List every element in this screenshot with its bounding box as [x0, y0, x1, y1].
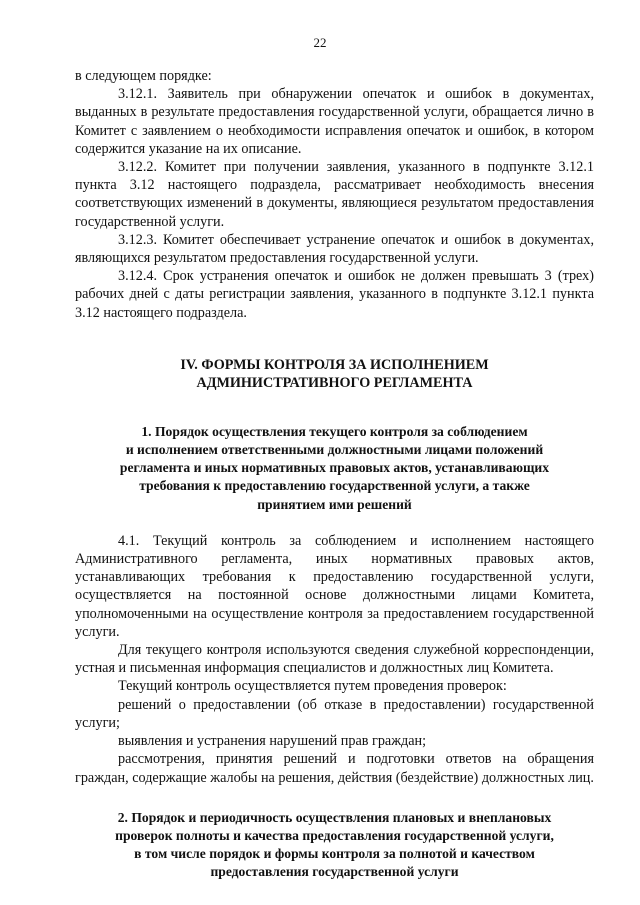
subsection-2-heading [75, 809, 594, 882]
subsection-heading-line: предоставления государственной услуги [210, 864, 459, 880]
paragraph-check-decisions: решений о предоставлении (об отказе в предоставлении) государственной услуги; [75, 696, 594, 731]
paragraph-control-checks: Текущий контроль осуществляется путем проведения проверок: [118, 678, 507, 695]
paragraph-3-12-2: 3.12.2. Комитет при получении заявления, указанного в подпункте 3.12.1 пункта 3.12 настоящего подраздела, рассматривает необходимость внесения соответствующих изменений в документы, являющиеся результатом предоставления государственной услуги. [75, 159, 594, 230]
paragraph-check-violations: выявления и устранения нарушений прав граждан; [118, 733, 427, 750]
subsection-heading-line: 2. Порядок и периодичность осуществления плановых и внеплановых [117, 809, 552, 825]
subsection-heading-line: в том числе порядок и формы контроля за полнотой и качеством [134, 846, 535, 862]
paragraph-4-1: 4.1. Текущий контроль за соблюдением и исполнением настоящего Административного регламента, иных нормативных правовых актов, устанавливающих требования к предоставлению государственной услуги, осуществляется на постоянной основе должностными лицами Комитета, уполномоченными на осуществление контроля за предоставлением государственной услуги. [75, 532, 594, 640]
paragraph-3-12-3: 3.12.3. Комитет обеспечивает устранение опечаток и ошибок в документах, являющихся результатом предоставления государственной услуги. [75, 231, 594, 267]
subsection-heading-line: регламента и иных нормативных правовых актов, устанавливающих [119, 460, 550, 476]
section-heading [75, 356, 594, 393]
paragraph-control-sources: Для текущего контроля используются сведения служебной корреспонденции, устная и письменная информация специалистов и должностных лиц Комитета. [75, 642, 594, 677]
subsection-heading-line: требования к предоставлению государственной услуги, а также [139, 478, 530, 494]
subsection-heading-line: 1. Порядок осуществления текущего контроля за соблюдением [141, 423, 528, 439]
page-number: 22 [313, 35, 327, 50]
page-content [75, 67, 594, 882]
section-heading-line: АДМИНИСТРАТИВНОГО РЕГЛАМЕНТА [196, 375, 473, 392]
paragraph-3-12-1: 3.12.1. Заявитель при обнаружении опечаток и ошибок в документах, выданных в результате предоставления государственной услуги, обращается лично в Комитет с заявлением о необходимости исправления опечаток и ошибок, в котором содержится указание на их описание. [75, 86, 594, 157]
paragraph-intro: в следующем порядке: [75, 68, 212, 84]
subsection-heading-line: проверок полноты и качества предоставления государственной услуги, [115, 827, 554, 843]
subsection-heading-line: и исполнением ответственными должностными лицами положений [125, 442, 544, 458]
section-heading-line: IV. ФОРМЫ КОНТРОЛЯ ЗА ИСПОЛНЕНИЕМ [180, 356, 489, 373]
subsection-1-heading [75, 423, 594, 514]
paragraph-check-complaints: рассмотрения, принятия решений и подготовки ответов на обращения граждан, содержащие жалобы на решения, действия (бездействие) должностных лиц. [75, 751, 594, 786]
spacer [75, 514, 594, 532]
subsection-heading-line: принятием ими решений [257, 496, 412, 512]
paragraph-3-12-4: 3.12.4. Срок устранения опечаток и ошибок не должен превышать 3 (трех) рабочих дней с даты регистрации заявления, указанного в подпункте 3.12.1 пункта 3.12 настоящего подраздела. [75, 268, 594, 321]
